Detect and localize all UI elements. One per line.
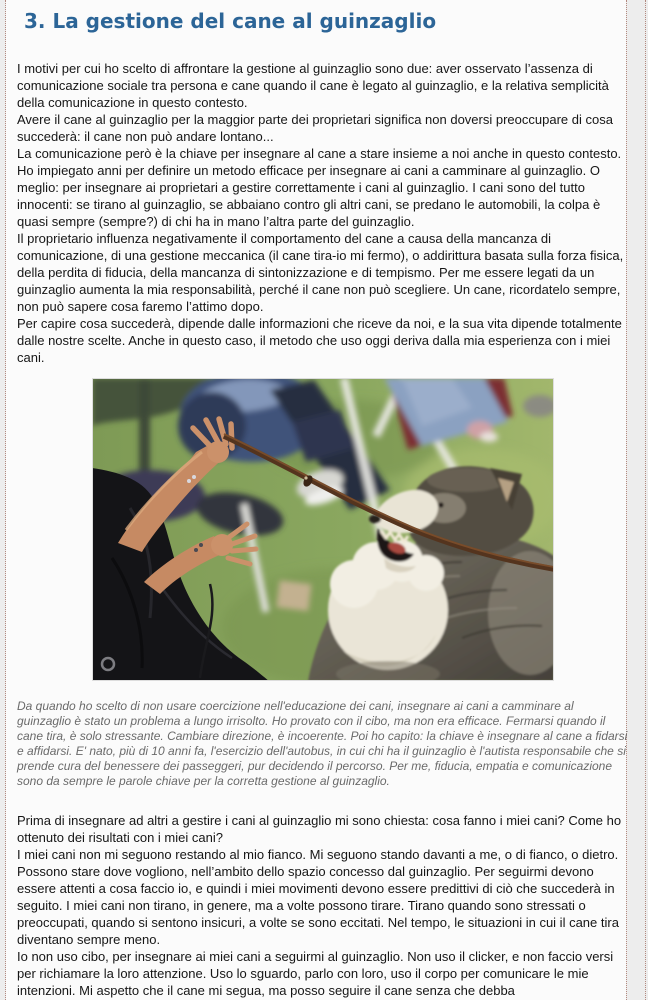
paragraph: I miei cani non mi seguono restando al mio fianco. Mi seguono stando davanti a me, o di fianco, o dietro. Possono stare dove vogliono, nell’ambito dello spazio concesso dal guinzaglio. Per seguirmi devono essere attenti a cosa faccio io, e quindi i miei movimenti devono essere predittivi di ciò che succederà in seguito. I miei cani non tirano, in genere, ma a volte possono tirare. Tirano quando sono stressati o preoccupati, quando si sentono insicuri, a volte se sono eccitati. Nel tempo, le situazioni in cui il cane tira diventano sempre meno. xyxy=(17,847,619,947)
article-page xyxy=(6,0,626,999)
paragraph: Prima di insegnare ad altri a gestire i cani al guinzaglio mi sono chiesta: cosa fanno i miei cani? Come ho ottenuto dei risultati con i miei cani? xyxy=(17,813,622,845)
paragraph: Io non uso cibo, per insegnare ai miei cani a seguirmi al guinzaglio. Non uso il clicker, e non faccio versi per richiamare la loro attenzione. Uso lo sguardo, parlo con loro, uso il corpo per comunicare le mie intenzioni. Mi aspetto che il cane mi segua, ma posso seguire il cane senza che debba xyxy=(17,949,614,998)
photo-caption: Da quando ho scelto di non usare coercizione nell'educazione dei cani, insegnare ai cani a camminare al guinzaglio è stato un problema a lungo irrisolto. Ho provato con il cibo, ma non era efficace. Fermarsi quando il cane tira, è solo stressante. Cambiare direzione, è incoerente. Poi ho capito: la chiave è insegnare al cane a fidarsi e affidarsi. E' nato, più di 10 anni fa, l'esercizio dell'autobus, in cui chi ha il guinzaglio è l'autista responsabile che si prende cura del benessere dei passeggeri, pur decidendo il percorso. Per me, fiducia, empatia e comunicazione sono da sempre le parole chiave per la corretta gestione al guinzaglio. xyxy=(17,699,628,788)
body-text-block xyxy=(17,812,628,999)
paragraph: Avere il cane al guinzaglio per la maggior parte dei proprietari significa non doversi preoccupare di cosa succederà: il cane non può andare lontano... xyxy=(17,112,613,144)
article-photo-figure xyxy=(17,378,628,789)
paragraph: Ho impiegato anni per definire un metodo efficace per insegnare ai cani a camminare al guinzaglio. O meglio: per insegnare ai proprietari a gestire correttamente i cani al guinzaglio. I cani sono del tutto innocenti: se tirano al guinzaglio, se abbaiano contro gli altri cani, se predano le automobili, la colpa è quasi sempre (sempre?) di chi ha in mano l’altra parte del guinzaglio. xyxy=(17,163,601,229)
dog-leash-photo xyxy=(92,378,554,681)
page-margin-right xyxy=(626,0,648,1000)
paragraph: Il proprietario influenza negativamente il comportamento del cane a causa della mancanza di comunicazione, di una gestione meccanica (il cane tira-io mi fermo), o addirittura basata sulla forza fisica, della perdita di fiducia, della mancanza di sintonizzazione e di tempismo. Per me essere legati da un guinzaglio aumenta la mia responsabilità, perché il cane non può scegliere. Un cane, ricordatelo sempre, non può sapere cosa faremo l’attimo dopo. xyxy=(17,231,624,314)
paragraph: Per capire cosa succederà, dipende dalle informazioni che riceve da noi, e la sua vita dipende totalmente dalle nostre scelte. Anche in questo caso, il metodo che uso oggi deriva dalla mia esperienza con i miei cani. xyxy=(17,316,622,365)
paragraph: I motivi per cui ho scelto di affrontare la gestione al guinzaglio sono due: aver osservato l’assenza di comunicazione sociale tra persona e cane quando il cane è legato al guinzaglio, e la relativa semplicità della comunicazione in questo contesto. xyxy=(17,61,609,110)
page-edge-dotted-line xyxy=(645,0,646,1000)
paragraph: La comunicazione però è la chiave per insegnare al cane a stare insieme a noi anche in questo contesto. xyxy=(17,146,622,161)
page-title: 3. La gestione del cane al guinzaglio xyxy=(24,9,437,33)
intro-text-block xyxy=(17,60,628,366)
